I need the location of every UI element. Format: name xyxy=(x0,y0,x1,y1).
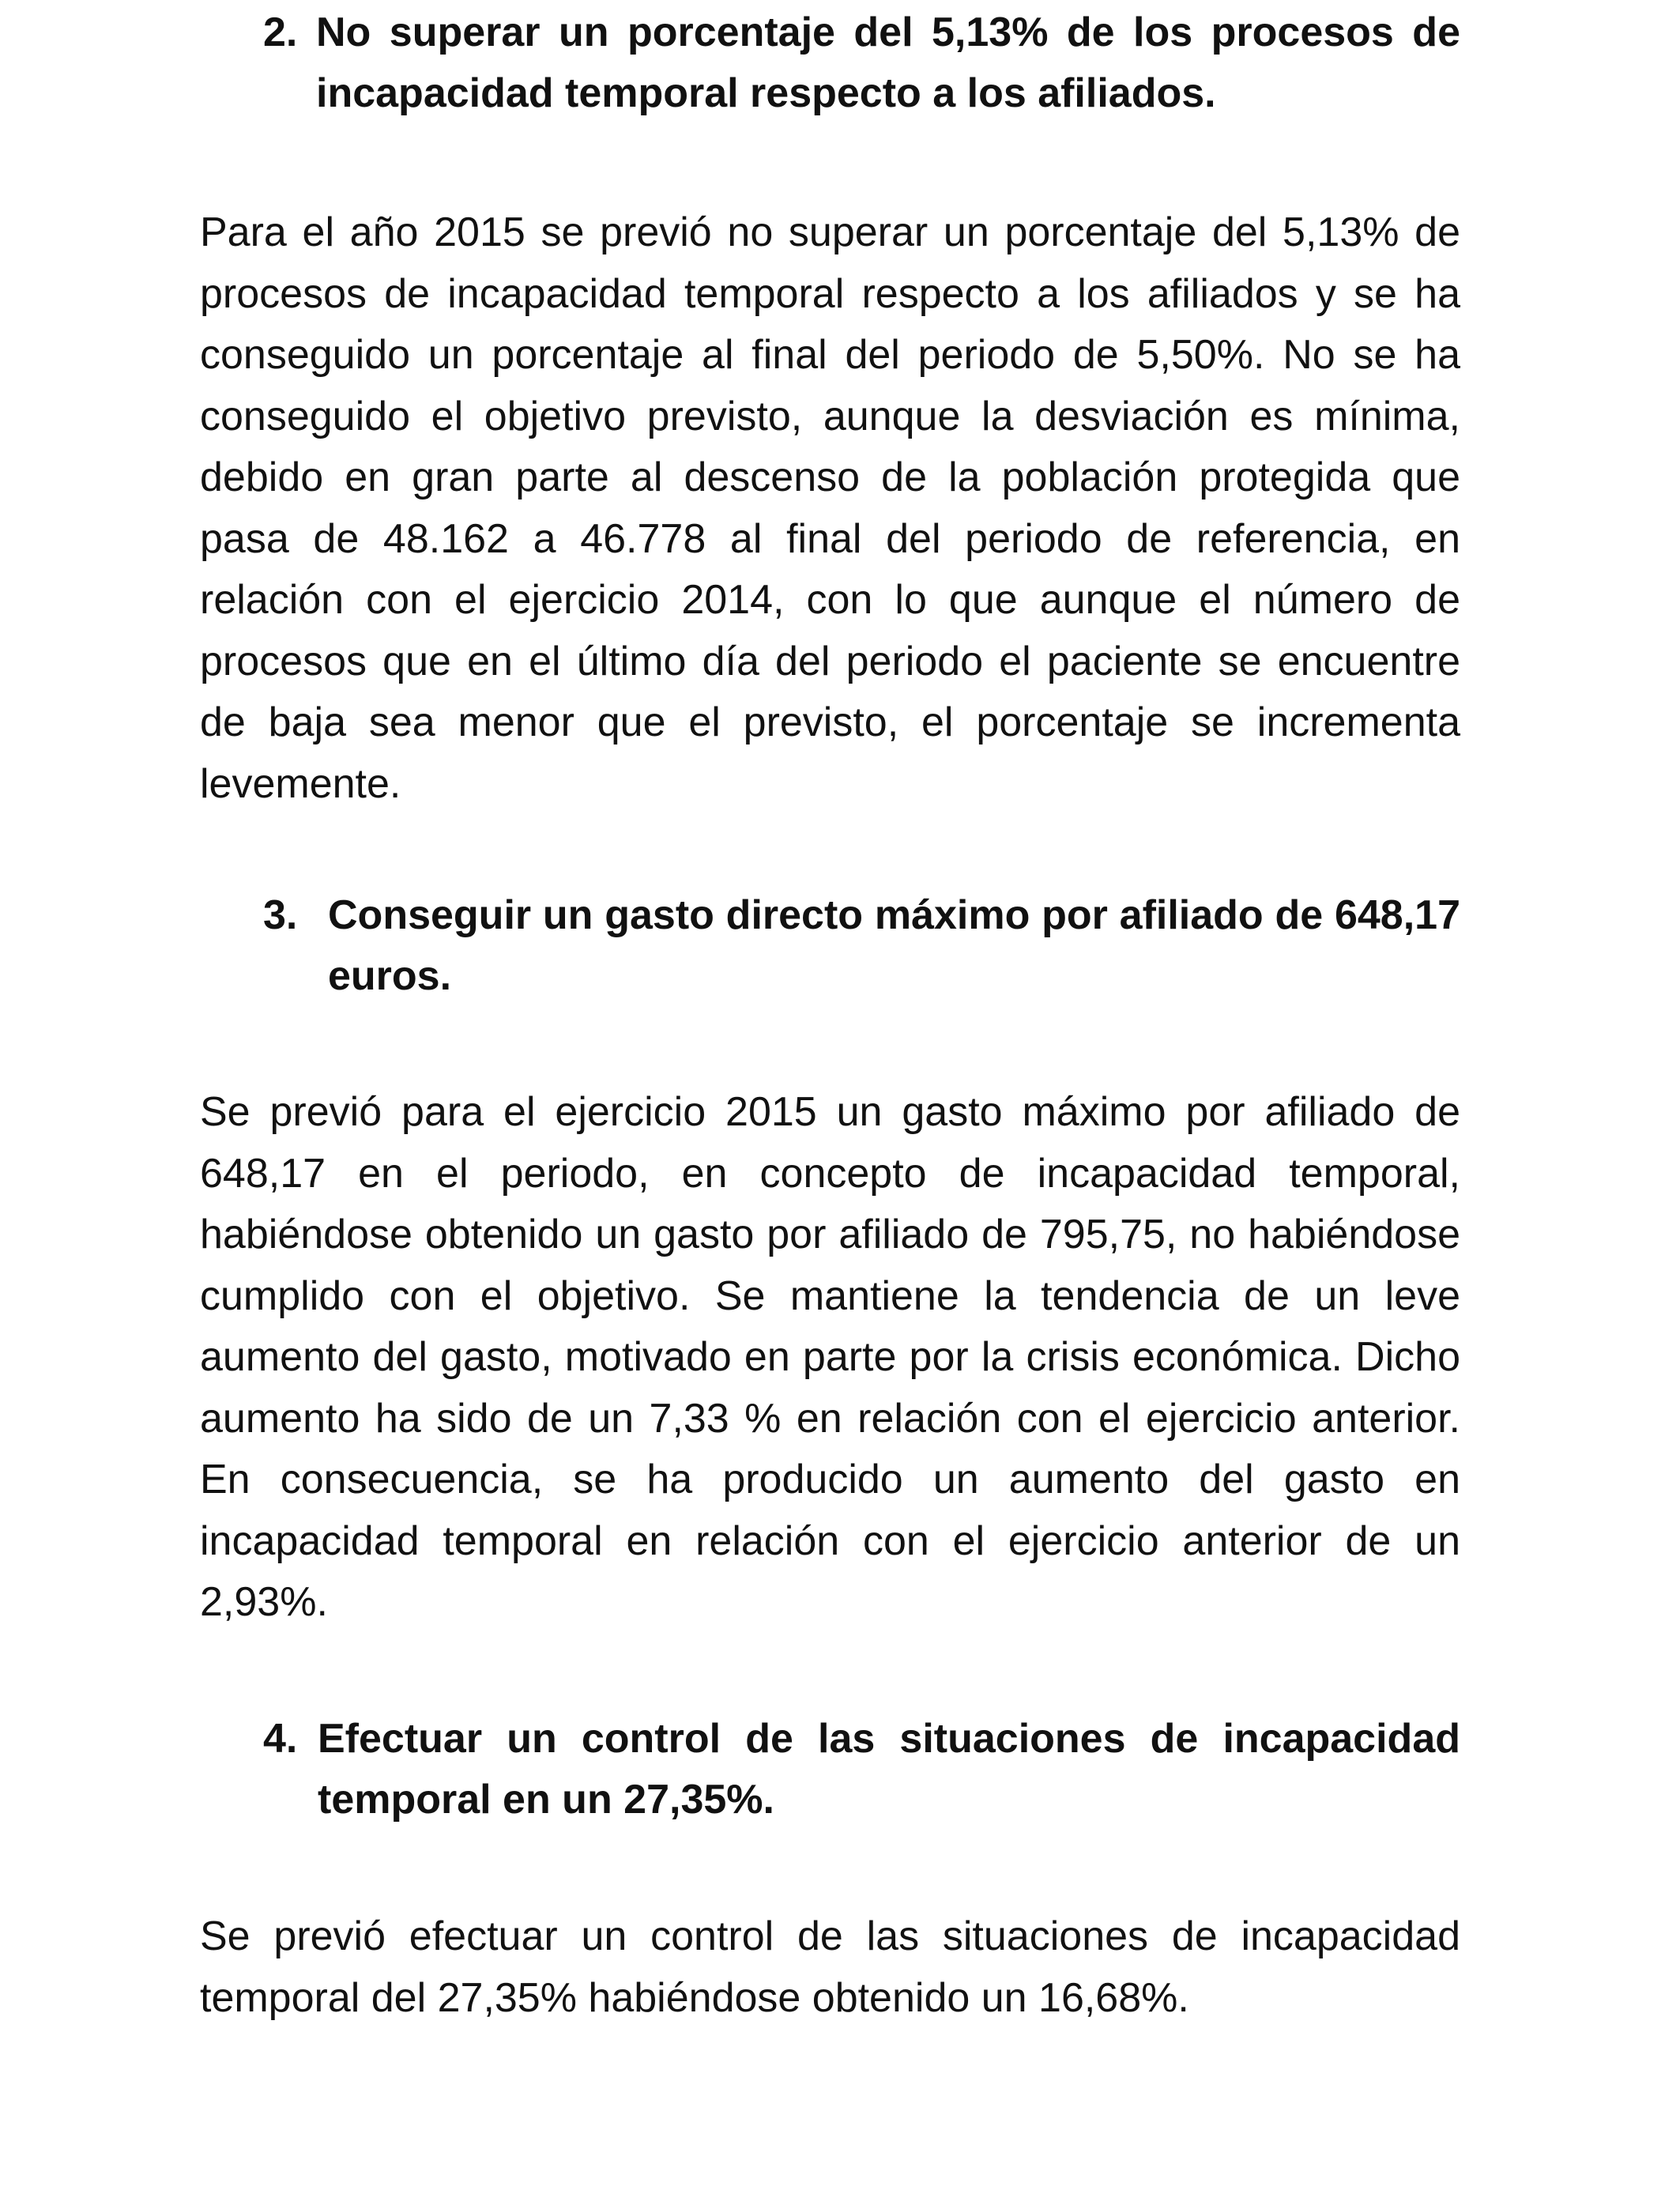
section-4-number: 4. xyxy=(263,1716,298,1762)
section-4-paragraph: Se previó efectuar un control de las situaciones de incapacidad temporal del 27,35% habiéndose obtenido un 16,68%. xyxy=(200,1913,1460,2021)
section-3-number: 3. xyxy=(263,892,298,938)
section-4-heading-text: Efectuar un control de las situaciones de incapacidad temporal en un 27,35%. xyxy=(318,1716,1460,1823)
section-4-heading xyxy=(263,1709,1460,1830)
section-2-heading xyxy=(263,2,1460,124)
section-3-paragraph: Se previó para el ejercicio 2015 un gasto máximo por afiliado de 648,17 en el periodo, en concepto de incapacidad temporal, habiéndose obtenido un gasto por afiliado de 795,75, no habiéndose cumplido con el objetivo. Se mantiene la tendencia de un leve aumento del gasto, motivado en parte por la crisis económica. Dicho aumento ha sido de un 7,33 % en relación con el ejercicio anterior. En consecuencia, se ha producido un aumento del gasto en incapacidad temporal en relación con el ejercicio anterior de un 2,93%. xyxy=(200,1089,1460,1625)
section-3-heading-text: Conseguir un gasto directo máximo por afiliado de 648,17 euros. xyxy=(328,892,1460,999)
section-3-heading xyxy=(263,885,1460,1007)
section-2-heading-text: No superar un porcentaje del 5,13% de los procesos de incapacidad temporal respecto a los afiliados. xyxy=(316,9,1460,116)
section-2-paragraph: Para el año 2015 se previó no superar un porcentaje del 5,13% de procesos de incapacidad temporal respecto a los afiliados y se ha conseguido un porcentaje al final del periodo de 5,50%. No se ha conseguido el objetivo previsto, aunque la desviación es mínima, debido en gran parte al descenso de la población protegida que pasa de 48.162 a 46.778 al final del periodo de referencia, en relación con el ejercicio 2014, con lo que aunque el número de procesos que en el último día del periodo el paciente se encuentre de baja sea menor que el previsto, el porcentaje se incrementa levemente. xyxy=(200,209,1460,807)
section-2-number: 2. xyxy=(263,9,298,55)
